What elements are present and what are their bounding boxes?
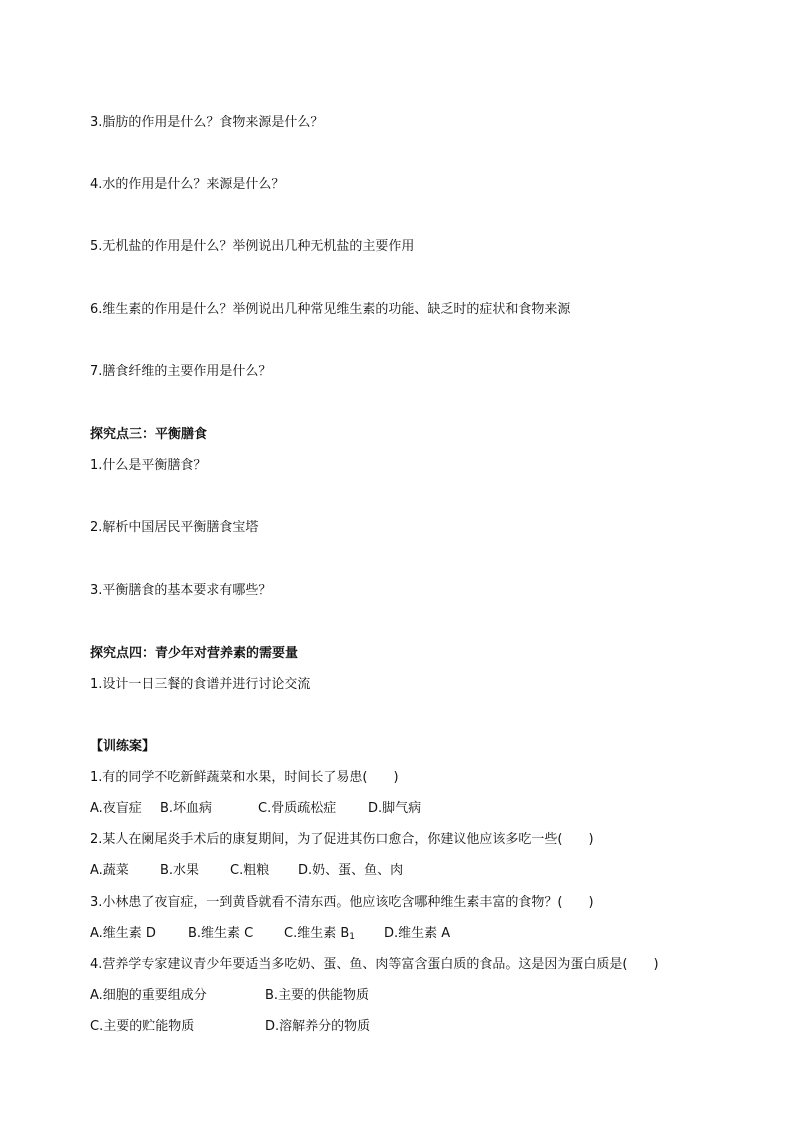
q4-option-b: B.主要的供能物质 bbox=[265, 988, 370, 1003]
section4-question-1: 1.设计一日三餐的食谱并进行讨论交流 bbox=[90, 677, 311, 692]
q3-option-a: A.维生素 D bbox=[90, 926, 156, 941]
training-q3-stem: 3.小林患了夜盲症，一到黄昏就看不清东西。他应该吃含哪种维生素丰富的食物？( ) bbox=[90, 895, 594, 910]
question-vitamins: 6.维生素的作用是什么？举例说出几种常见维生素的功能、缺乏时的症状和食物来源 bbox=[90, 302, 571, 317]
training-q1-stem: 1.有的同学不吃新鲜蔬菜和水果，时间长了易患( ) bbox=[90, 770, 399, 785]
question-fat: 3.脂肪的作用是什么？食物来源是什么？ bbox=[90, 115, 324, 130]
q2-option-d: D.奶、蛋、鱼、肉 bbox=[298, 863, 404, 878]
q4-option-d: D.溶解养分的物质 bbox=[265, 1019, 371, 1034]
q1-option-c: C.骨质疏松症 bbox=[258, 801, 337, 816]
training-q2-stem: 2.某人在阑尾炎手术后的康复期间，为了促进其伤口愈合，你建议他应该多吃一些( ) bbox=[90, 832, 594, 847]
question-water: 4.水的作用是什么？来源是什么？ bbox=[90, 177, 285, 192]
q1-option-b: B.坏血病 bbox=[160, 801, 213, 816]
q1-option-a: A.夜盲症 bbox=[90, 801, 142, 816]
q4-option-a: A.细胞的重要组成分 bbox=[90, 988, 207, 1003]
section4-heading: 探究点四：青少年对营养素的需要量 bbox=[90, 646, 299, 661]
q4-option-c: C.主要的贮能物质 bbox=[90, 1019, 195, 1034]
training-q4-stem: 4.营养学专家建议青少年要适当多吃奶、蛋、鱼、肉等富含蛋白质的食品。这是因为蛋白质是( ) bbox=[90, 957, 659, 972]
q3-option-b: B.维生素 C bbox=[188, 926, 254, 941]
section3-question-1: 1.什么是平衡膳食？ bbox=[90, 458, 207, 473]
q2-option-b: B.水果 bbox=[160, 863, 200, 878]
q3-option-c-text: C.维生素 B bbox=[284, 926, 350, 941]
section3-question-3: 3.平衡膳食的基本要求有哪些？ bbox=[90, 583, 272, 598]
q3-option-c bbox=[284, 925, 355, 943]
q3-option-d: D.维生素 A bbox=[384, 926, 451, 941]
q1-option-d: D.脚气病 bbox=[368, 801, 422, 816]
training-heading: 【训练案】 bbox=[90, 739, 156, 754]
q2-option-a: A.蔬菜 bbox=[90, 863, 129, 878]
section3-question-2: 2.解析中国居民平衡膳食宝塔 bbox=[90, 520, 259, 535]
q2-option-c: C.粗粮 bbox=[230, 863, 270, 878]
section3-heading: 探究点三：平衡膳食 bbox=[90, 427, 208, 442]
question-fiber: 7.膳食纤维的主要作用是什么？ bbox=[90, 364, 272, 379]
question-minerals: 5.无机盐的作用是什么？举例说出几种无机盐的主要作用 bbox=[90, 239, 415, 254]
q3-option-c-subscript: 1 bbox=[349, 932, 355, 942]
